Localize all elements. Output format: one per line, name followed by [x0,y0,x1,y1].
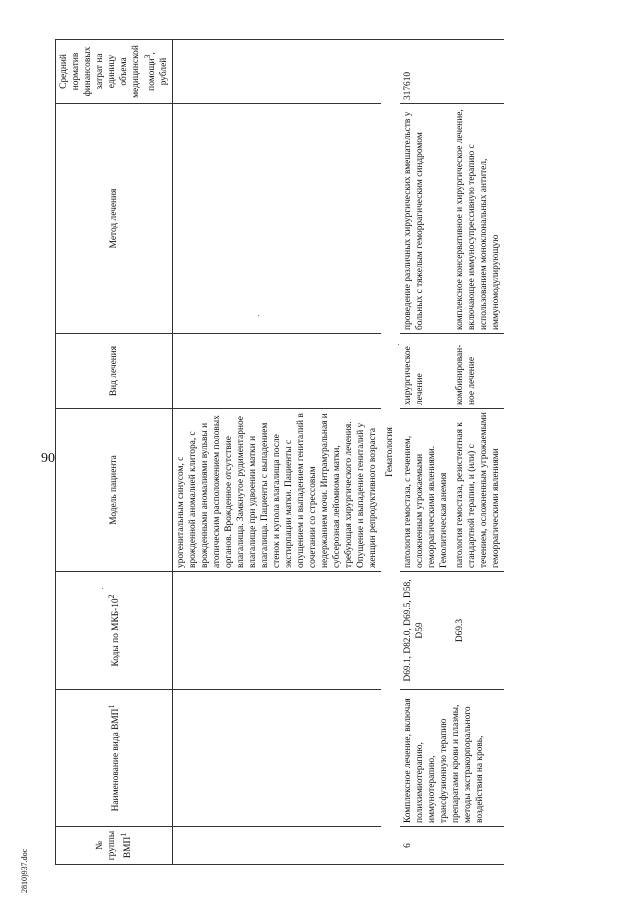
table-row-6a [400,40,452,865]
rotated-table-wrapper [55,40,620,865]
scan-speck [258,315,259,316]
treatment-type-1: хирургическое лечение [400,334,452,409]
header-vmp-name: Наименование вида ВМП$^1$ [56,690,173,827]
header-average-cost: Средний норматив финансовых затрат на единицу объема медицинской помощи$^3$, рублей [56,40,173,104]
scan-speck [398,344,399,345]
section-row [381,40,400,865]
header-row [56,40,173,865]
patient-model-1: патология гемостаза, с течением, осложненным угрожаемыми геморрагическими явлениями. Гемолитическая анемия [400,409,452,572]
header-treatment-method: Метод лечения [56,104,173,334]
group-number: 6 [400,827,504,865]
average-cost: 317610 [400,40,504,104]
section-title-hematology: Гематология [381,40,400,865]
header-treatment-type: Вид лечения [56,334,173,409]
header-icd-codes: Коды по МКБ-$10^2$ [56,572,173,690]
header-group-no: № группы ВМП$^1$ [56,827,173,865]
icd-codes-2: D69.3 [452,572,504,690]
vmp-table [55,39,504,865]
patient-model-2: патология гемостаза, резистентная к стандартной терапии, и (или) с течением, осложненным угрожаемыми геморрагическими явлениями [452,409,504,572]
treatment-method-2: комплексное консервативное и хирургическое лечение, включающее иммуносупрессивную терапию с использованием моноклональных антител, иммуномодулирующую [452,104,504,334]
header-patient-model: Модель пациента [56,409,173,572]
continuation-row [173,40,382,865]
document-footer: 2810)937.doc [20,848,29,893]
treatment-method-1: проведение различных хирургических вмешательств у больных с тяжелым геморрагическим синдромом [400,104,452,334]
scan-speck [102,588,103,589]
continued-patient-model: урогенитальным синусом, с врожденной аномалией клитора, с врожденными аномалиями вульвы и атопическим расположением половых органов. Врожденное отсутствие влагалища. Замкнутое рудиментарное влагалище при удвоении матки и влагалища. Пациенты с выпадением стенок и купола влагалища после экстирпации матки. Пациенты с опущением и выпадением гениталий в сочетании со стрессовым недержанием мочи. Интрамуральная и субсерозная лейомиома матки, требующая хирургического лечения. Опущение и выпадение гениталий у женщин репродуктивного возраста [173,409,382,572]
icd-codes-1: D69.1, D82.0, D69.5, D58, D59 [400,572,452,690]
treatment-type-2: комбинирован-ное лечение [452,334,504,409]
page-number: 90 [41,451,55,466]
vmp-name: Комплексное лечение, включая полихимиотерапию, иммунотерапию, трансфузионную терапию препаратами крови и плазмы, методы экстракорпорального воздействия на кровь, [400,690,504,827]
